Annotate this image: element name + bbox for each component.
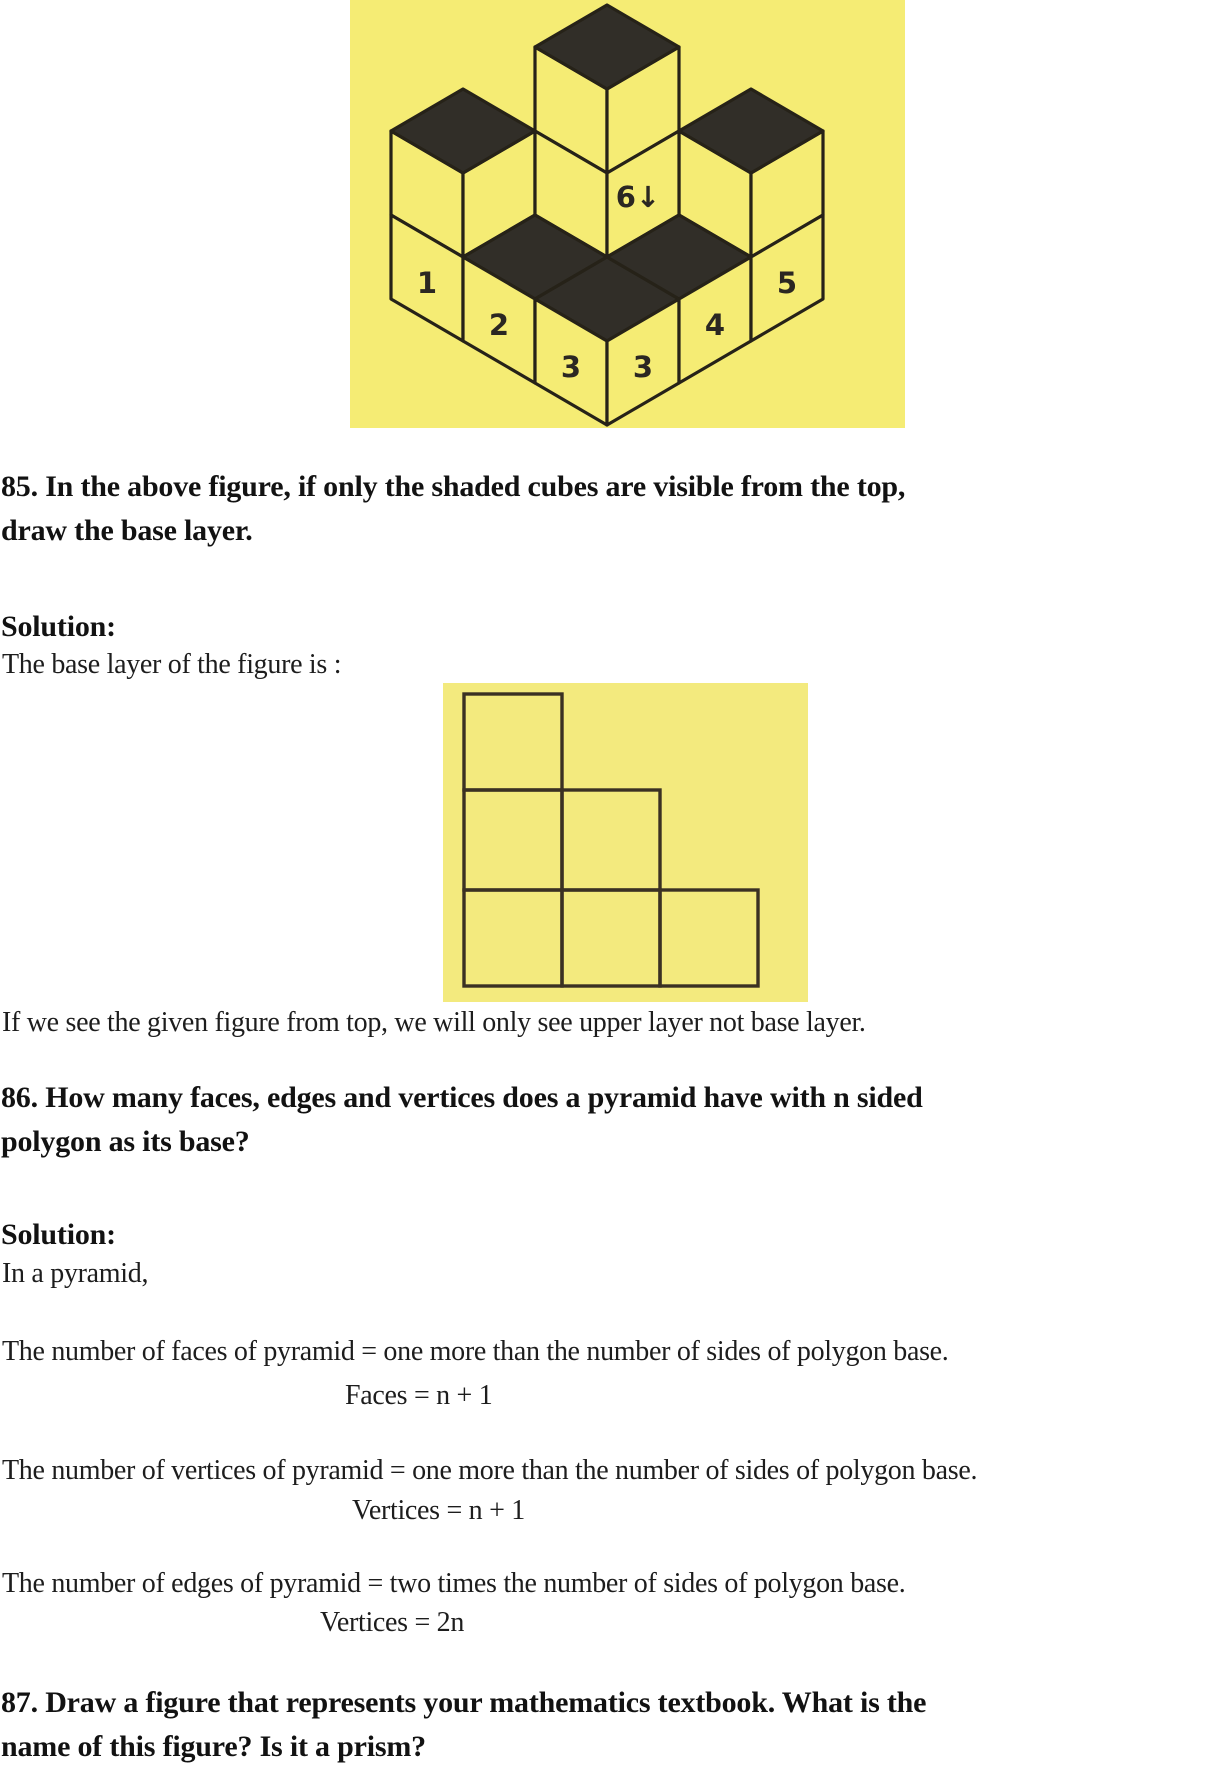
grid-square-r3c1 bbox=[464, 890, 562, 986]
solution-86-edges-formula: Vertices = 2n bbox=[320, 1607, 465, 1638]
solution-86-intro: In a pyramid, bbox=[2, 1258, 149, 1289]
grid-square-r1c1 bbox=[464, 694, 562, 790]
question-87-line2: name of this figure? Is it a prism? bbox=[1, 1730, 426, 1763]
question-85-line2: draw the base layer. bbox=[1, 514, 253, 547]
solution-86-heading: Solution: bbox=[1, 1218, 116, 1251]
question-85-line1: 85. In the above figure, if only the shaded cubes are visible from the top, bbox=[1, 470, 906, 503]
grid-square-r2c2 bbox=[562, 790, 660, 890]
question-86-line2: polygon as its base? bbox=[1, 1125, 250, 1158]
cube-label-6-drop: 6↓ bbox=[615, 180, 661, 214]
solution-85-heading: Solution: bbox=[1, 610, 116, 643]
base-layer-figure bbox=[443, 683, 808, 1002]
solution-86-edges-line: The number of edges of pyramid = two times the number of sides of polygon base. bbox=[2, 1568, 906, 1599]
solution-86-vertices-line: The number of vertices of pyramid = one more than the number of sides of polygon base. bbox=[2, 1455, 978, 1486]
question-87-line1: 87. Draw a figure that represents your mathematics textbook. What is the bbox=[1, 1686, 927, 1719]
cube-stack-drawing bbox=[350, 0, 905, 428]
cube-label-3-left: 3 bbox=[560, 350, 582, 384]
base-layer-grid bbox=[443, 683, 808, 1002]
cube-stack-figure bbox=[350, 0, 905, 428]
solution-86-faces-formula: Faces = n + 1 bbox=[345, 1380, 493, 1411]
cube-label-4: 4 bbox=[704, 308, 726, 342]
grid-square-r3c3 bbox=[660, 890, 758, 986]
solution-85-intro: The base layer of the figure is : bbox=[2, 649, 342, 680]
cube-label-3-right: 3 bbox=[632, 350, 654, 384]
cube-label-5: 5 bbox=[776, 266, 798, 300]
solution-86-vertices-formula: Vertices = n + 1 bbox=[352, 1495, 525, 1526]
solution-86-faces-line: The number of faces of pyramid = one more than the number of sides of polygon base. bbox=[2, 1336, 949, 1367]
grid-square-r2c1 bbox=[464, 790, 562, 890]
cube-label-2: 2 bbox=[488, 308, 510, 342]
solution-85-note: If we see the given figure from top, we will only see upper layer not base layer. bbox=[2, 1007, 866, 1038]
cube-label-1: 1 bbox=[416, 266, 438, 300]
grid-square-r3c2 bbox=[562, 890, 660, 986]
question-86-line1: 86. How many faces, edges and vertices does a pyramid have with n sided bbox=[1, 1081, 923, 1114]
